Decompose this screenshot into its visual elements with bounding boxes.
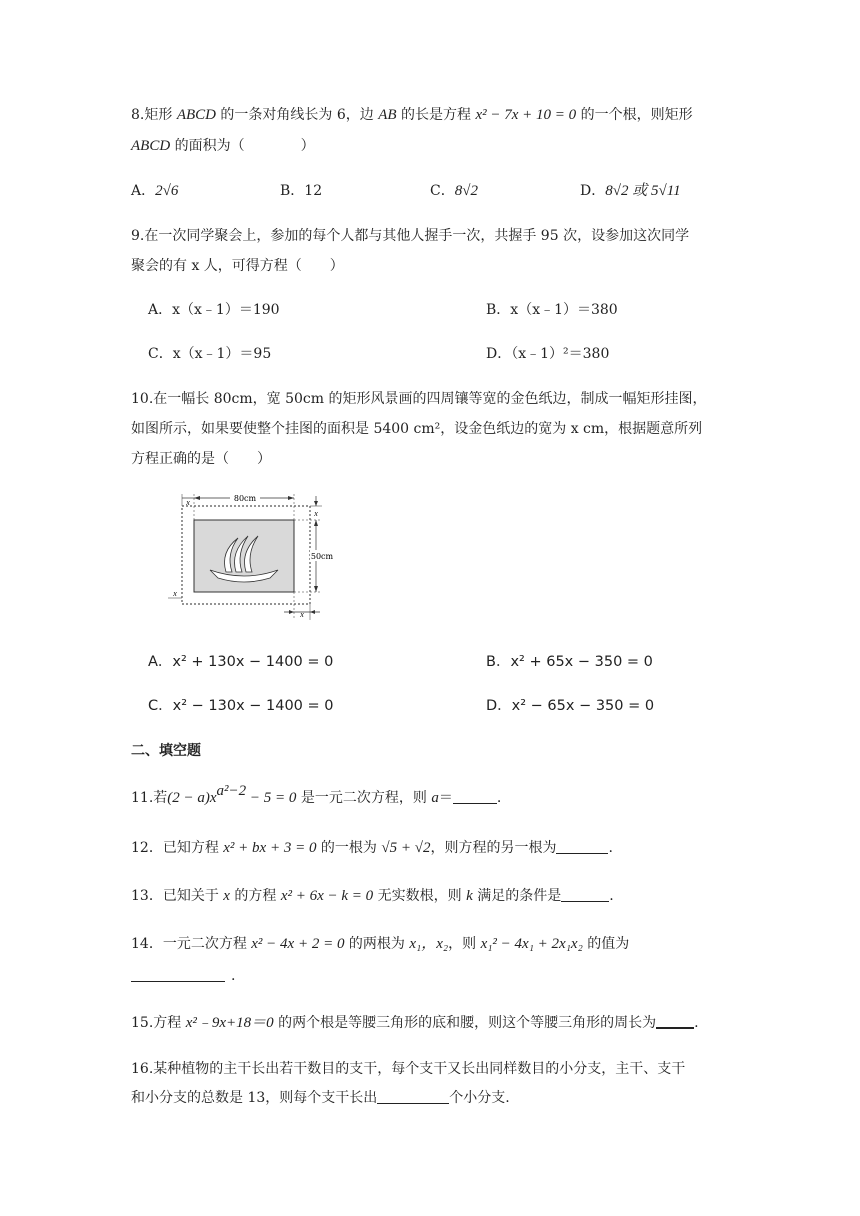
q10-stem-line1: 10.在一幅长 80cm，宽 50cm 的矩形风景画的四周镶等宽的金色纸边，制成一幅矩形挂图， — [131, 391, 707, 407]
q16-line1: 16.某种植物的主干长出若干数目的支干，每个支干又长出同样数目的小分支，主干、支干 — [131, 1061, 686, 1077]
q9-option-c: C．x（x﹣1）＝95 — [148, 346, 272, 362]
q9-option-b: B．x（x﹣1）＝380 — [486, 302, 618, 318]
q10-stem-line2: 如图所示，如果要使整个挂图的面积是 5400 cm²，设金色纸边的宽为 x cm，根据题意所列 — [131, 421, 703, 437]
q8-stem-line2: ABCD 的面积为（ ） — [131, 138, 315, 154]
q8-stem-line1: 8.矩形 ABCD 的一条对角线长为 6，边 AB 的长是方程 x² − 7x + 10 = 0 的一个根，则矩形 — [131, 107, 693, 123]
q10-option-d: D．x² − 65x − 350 = 0 — [486, 698, 655, 714]
q8-option-c: C．8√2 — [430, 183, 478, 199]
q8-option-b: B．12 — [280, 183, 323, 199]
q10-option-c: C．x² − 130x − 1400 = 0 — [148, 698, 334, 714]
q12: 12．已知方程 x² + bx + 3 = 0 的一根为 √5 + √2，则方程的另一根为 . — [131, 840, 613, 856]
q16-line2: 和小分支的总数是 13，则每个支干长出 个小分支. — [131, 1090, 510, 1106]
x-label-top-left: x — [186, 498, 190, 507]
q8-equation: x² − 7x + 10 = 0 — [475, 107, 577, 123]
q9-stem-line1: 9.在一次同学聚会上，参加的每个人都与其他人握手一次，共握手 95 次，设参加这次同学 — [131, 228, 690, 244]
q16-answer-blank — [377, 1089, 449, 1104]
q8-option-d: D．8√2 或 5√11 — [580, 183, 681, 199]
x-label-bottom-left: x — [173, 589, 177, 598]
q9-stem-line2: 聚会的有 x 人，可得方程（ ） — [131, 258, 344, 274]
q9-option-d: D．（x﹣1）²＝380 — [486, 346, 610, 362]
x-label-bottom-right: x — [300, 610, 304, 619]
q10-option-b: B．x² + 65x − 350 = 0 — [486, 654, 653, 670]
framed-picture-figure — [160, 494, 340, 624]
q10-stem-line3: 方程正确的是（ ） — [131, 451, 271, 467]
q9-option-a: A．x（x﹣1）＝190 — [148, 302, 280, 318]
q8-option-a: A．2√6 — [131, 183, 179, 199]
q15-answer-blank — [656, 1013, 694, 1029]
q14-line2: . — [131, 966, 235, 986]
q11-answer-blank — [453, 789, 497, 804]
section-heading-fill-in-blank: 二、填空题 — [131, 743, 201, 759]
q10-option-a: A．x² + 130x − 1400 = 0 — [148, 654, 334, 670]
q13: 13．已知关于 x 的方程 x² + 6x − k = 0 无实数根，则 k 满足的条件是 . — [131, 888, 614, 904]
q14-answer-blank — [131, 967, 225, 982]
q15: 15.方程 x²﹣9x+18＝0 的两个根是等腰三角形的底和腰，则这个等腰三角形的周长为 . — [131, 1015, 699, 1031]
width-label: 80cm — [233, 494, 257, 503]
q14-line1: 14．一元二次方程 x² − 4x + 2 = 0 的两根为 x₁，x₂，则 x₁² − 4x₁ + 2x₁x₂ 的值为 — [131, 936, 630, 952]
q11: 11.若$(2 - a)x^{a^2-2} - 5 = 0$ 是一元二次方程，则 a＝ . — [131, 783, 502, 806]
q12-answer-blank — [556, 839, 608, 854]
q13-answer-blank — [561, 887, 609, 902]
height-label: 50cm — [310, 552, 334, 561]
x-label-right-top: x — [314, 509, 318, 518]
